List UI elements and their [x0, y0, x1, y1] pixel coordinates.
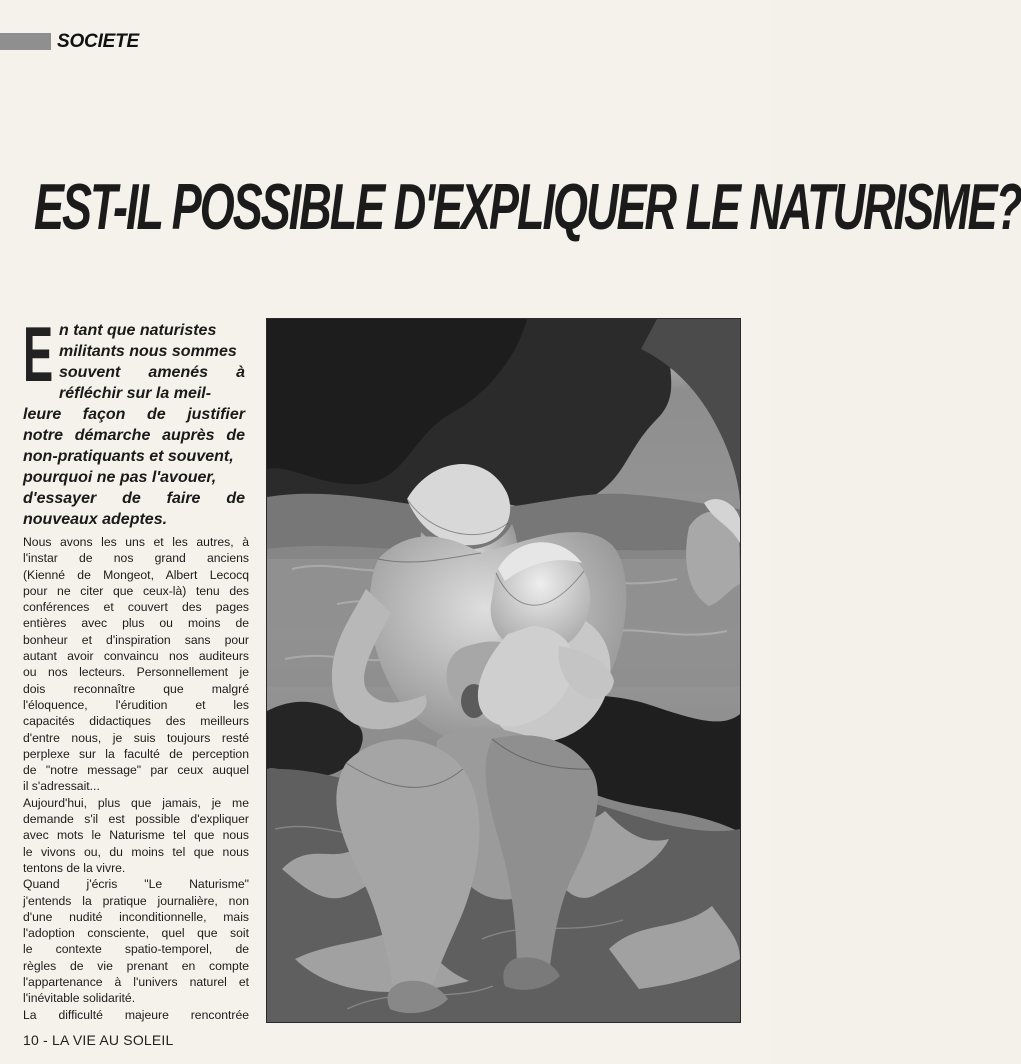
intro-line: d'essayer de faire de	[23, 490, 245, 507]
body-line: La difficulté majeure rencontrée	[23, 1007, 249, 1022]
body-line: Aujourd'hui, plus que jamais, je me	[23, 795, 249, 810]
body-line: j'entends la pratique journalière, non	[23, 893, 249, 908]
article-title: EST-IL POSSIBLE D'EXPLIQUER LE NATURISME?	[34, 169, 1021, 244]
page-footer: 10 - LA VIE AU SOLEIL	[23, 1032, 174, 1048]
intro-line: n tant que naturistes	[59, 322, 217, 339]
body-line: conférences et couvert des pages	[23, 600, 249, 615]
river-photo-illustration	[267, 319, 740, 1022]
river-photo	[266, 318, 741, 1023]
body-line: tentons de la vivre.	[23, 860, 126, 875]
body-line: l'inévitable solidarité.	[23, 991, 136, 1006]
body-line: d'entre nous, je suis toujours resté	[23, 730, 249, 745]
body-line: avec mots le Naturisme tel que nous	[23, 828, 249, 843]
body-line: le contexte spatio-temporel, de	[23, 942, 249, 957]
body-line: d'une nudité inconditionnelle, mais	[23, 909, 249, 924]
intro-line: réfléchir sur la meil-	[59, 385, 212, 402]
body-line: bonheur et d'inspiration sans pour	[23, 632, 249, 647]
intro-line: notre démarche auprès de	[23, 427, 245, 444]
body-line: entières avec plus ou moins de	[23, 616, 249, 631]
body-line: l'éloquence, l'érudition et les	[23, 697, 249, 712]
body-line: l'adoption consciente, quel que soit	[23, 926, 249, 941]
article-introduction	[23, 320, 245, 530]
body-line: de "notre message" par ceux auquel	[23, 763, 249, 778]
intro-line: souvent amenés à	[59, 364, 245, 381]
section-label: SOCIETE	[57, 31, 140, 52]
drop-cap-letter: E	[23, 310, 54, 398]
body-line: le vivons ou, du moins tel que nous	[23, 844, 249, 859]
intro-line: leure façon de justifier	[23, 406, 245, 423]
body-line: autant avoir convaincu nos auditeurs	[23, 649, 249, 664]
body-line: (Kienné de Mongeot, Albert Lecocq	[23, 567, 249, 582]
body-line: Nous avons les uns et les autres, à	[23, 535, 249, 549]
body-line: perplexe sur la faculté de perception	[23, 746, 249, 761]
intro-line: militants nous sommes	[59, 343, 237, 360]
section-marker	[0, 33, 51, 50]
body-line: règles de vie prenant en compte	[23, 958, 249, 973]
intro-line: non-pratiquants et souvent,	[23, 448, 234, 465]
body-line: dois reconnaître que malgré	[23, 681, 249, 696]
article-body	[23, 534, 249, 1023]
intro-line: nouveaux adeptes.	[23, 511, 168, 528]
body-line: Quand j'écris "Le Naturisme"	[23, 877, 249, 892]
body-line: pour ne citer que ceux-là) tenu des	[23, 583, 249, 598]
intro-line: pourquoi ne pas l'avouer,	[23, 469, 217, 486]
body-line: il s'adressait...	[23, 779, 100, 794]
body-line: l'instar de nos grand anciens	[23, 551, 249, 566]
body-line: ou nos lecteurs. Personnellement je	[23, 665, 249, 680]
body-line: demande s'il est possible d'expliquer	[23, 812, 249, 827]
body-line: capacités didactiques des meilleurs	[23, 714, 249, 729]
body-line: l'appartenance à l'univers naturel et	[23, 975, 249, 990]
